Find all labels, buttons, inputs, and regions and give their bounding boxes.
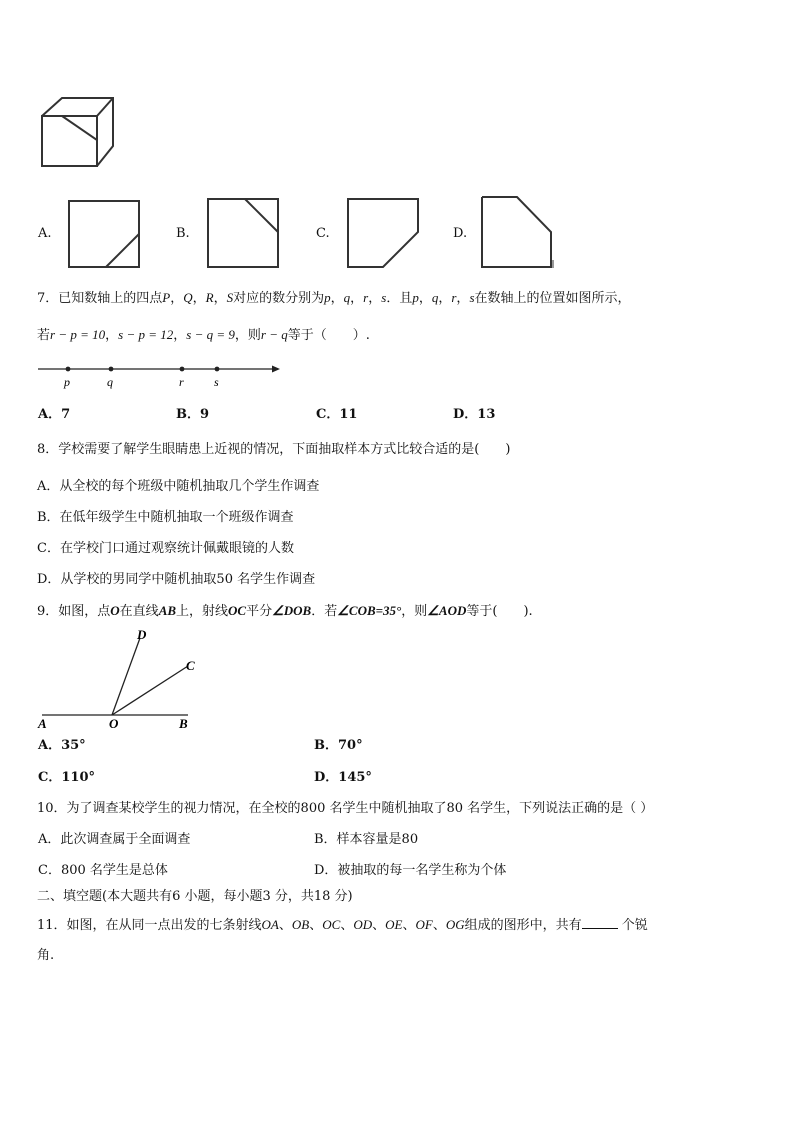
q8-option-b[interactable]: B．在低年级学生中随机抽取一个班级作调查 — [37, 510, 294, 525]
q10-option-a[interactable]: A．此次调查属于全面调查 — [38, 832, 191, 847]
q6-option-a-label[interactable]: A. — [38, 226, 52, 241]
q8-option-c[interactable]: C．在学校门口通过观察统计佩戴眼镜的人数 — [37, 541, 294, 556]
q8-option-d[interactable]: D．从学校的男同学中随机抽取50 名学生作调查 — [37, 572, 316, 587]
q8-option-a[interactable]: A．从全校的每个班级中随机抽取几个学生作调查 — [37, 479, 320, 494]
fig-label-b: B — [179, 716, 188, 731]
q10-option-b[interactable]: B．样本容量是80 — [314, 832, 419, 847]
q6-option-b-label[interactable]: B. — [176, 226, 190, 241]
q9-stem: 9．如图，点O在直线AB上，射线OC平分∠DOB．若∠COB=35°，则∠AOD等于( ). — [37, 603, 533, 619]
fig-label-o: O — [109, 716, 119, 731]
q8-stem: 8．学校需要了解学生眼睛患上近视的情况，下面抽取样本方式比较合适的是( ) — [37, 442, 511, 457]
q9-angle-figure — [36, 624, 206, 732]
point-q: Q — [183, 290, 193, 305]
q11-answer-blank[interactable] — [582, 916, 618, 929]
q6-option-a-figure — [66, 198, 142, 270]
section-title: 二、填空题(本大题共有6 小题，每小题3 分，共18 分) — [37, 889, 353, 904]
q7-option-d[interactable]: D．13 — [453, 407, 496, 422]
number-line-point-s — [215, 367, 220, 372]
q7-number-line — [36, 360, 286, 390]
q11-stem-line2: 角. — [37, 948, 55, 963]
point-r: R — [205, 290, 214, 305]
q6-option-d-label[interactable]: D. — [453, 226, 468, 241]
number-line-label-r: r — [179, 375, 184, 389]
q7-option-a[interactable]: A．7 — [38, 407, 71, 422]
fig-label-d: D — [137, 627, 147, 642]
q6-option-c-label[interactable]: C. — [316, 226, 330, 241]
number-line-point-p — [66, 367, 71, 372]
q10-option-d[interactable]: D．被抽取的每一名学生称为个体 — [314, 863, 507, 878]
point-s: S — [226, 290, 234, 305]
q9-option-b[interactable]: B．70° — [314, 738, 363, 753]
q9-option-c[interactable]: C．110° — [38, 770, 95, 785]
fig-label-c: C — [186, 658, 195, 673]
q7-option-b[interactable]: B．9 — [176, 407, 210, 422]
number-line-label-p: p — [64, 375, 70, 389]
number-line-point-r — [180, 367, 185, 372]
q7-stem-line1: 7．已知数轴上的四点P，Q，R，S对应的数分别为p，q，r，s．且p，q，r，s在数轴上的位置如图所示， — [37, 290, 631, 306]
fig-label-a: A — [38, 716, 47, 731]
point-p: P — [162, 290, 171, 305]
q6-option-d-figure — [479, 194, 557, 270]
q10-stem: 10．为了调查某校学生的视力情况，在全校的800 名学生中随机抽取了80 名学生，下列说法正确的是（ ） — [37, 801, 654, 816]
number-line-point-q — [109, 367, 114, 372]
q6-solid-figure — [38, 94, 118, 170]
q11-stem-line1: 11．如图，在从同一点出发的七条射线OA、OB、OC、OD、OE、OF、OG组成的图形中，共有 个锐 — [37, 917, 648, 933]
q7-option-c[interactable]: C．11 — [316, 407, 358, 422]
number-line-label-s: s — [214, 375, 219, 389]
q10-option-c[interactable]: C．800 名学生是总体 — [38, 863, 168, 878]
q9-option-d[interactable]: D．145° — [314, 770, 372, 785]
number-line-label-q: q — [107, 375, 113, 389]
q7-stem-line2: 若r − p = 10，s − p = 12，s − q = 9，则r − q等于（ ）. — [37, 327, 370, 343]
q6-option-c-figure — [345, 196, 421, 270]
q9-option-a[interactable]: A．35° — [38, 738, 86, 753]
q6-option-b-figure — [205, 196, 281, 270]
